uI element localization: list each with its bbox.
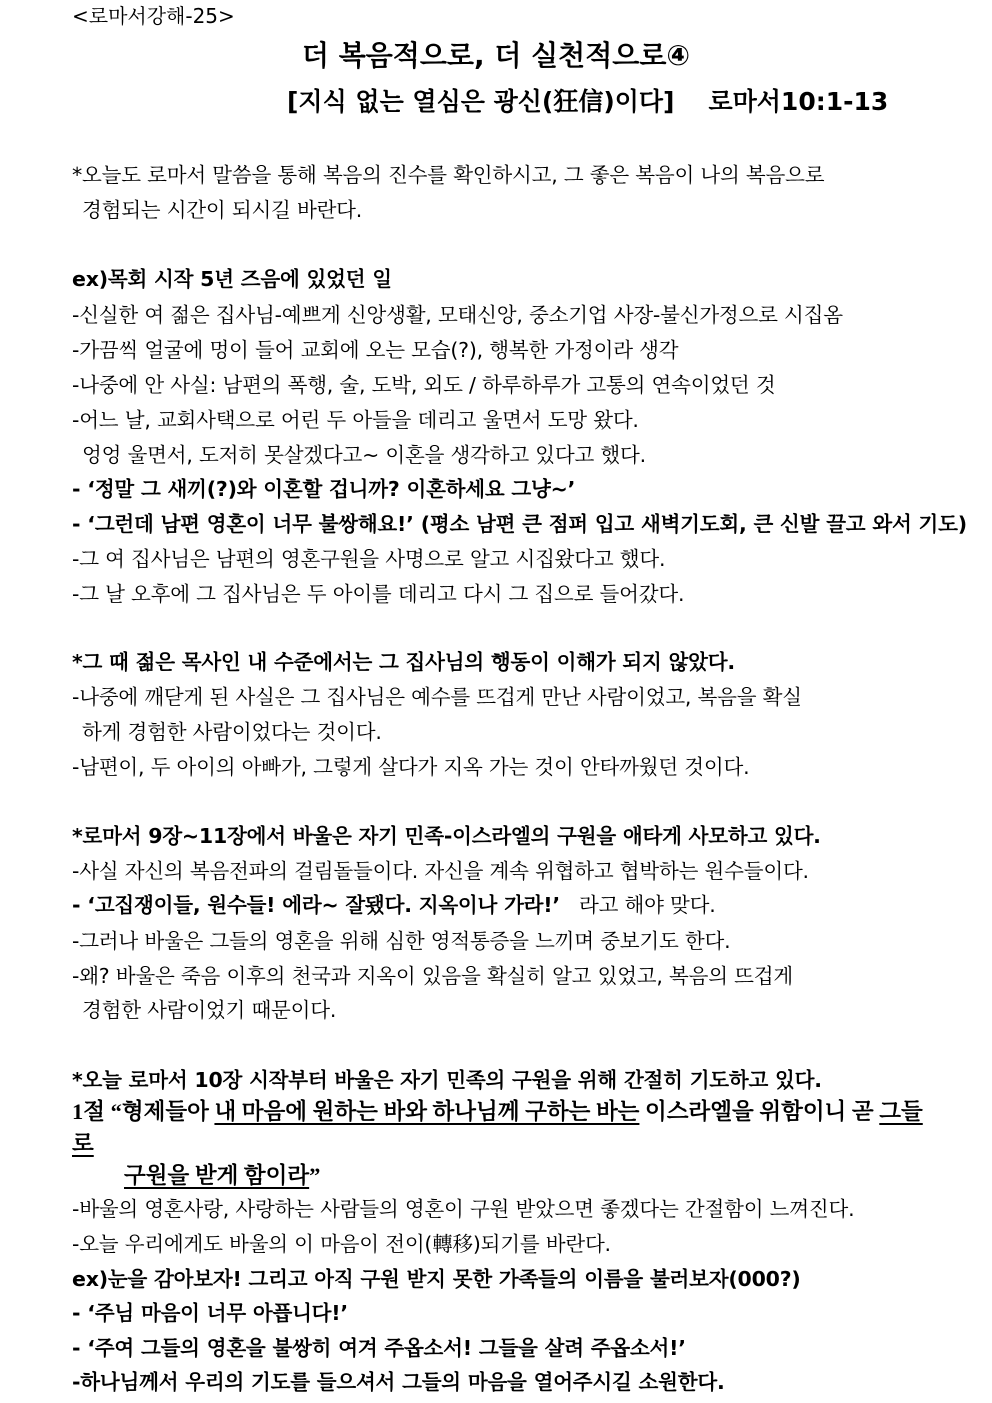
story-line-5: 엉엉 울면서, 도저히 못살겠다고~ 이혼을 생각하고 있다고 했다. bbox=[82, 443, 646, 467]
intro-line-2: 경험되는 시간이 되시길 바란다. bbox=[82, 198, 363, 222]
reflection-line-3: -남편이, 두 아이의 아빠가, 그렇게 살다가 지옥 가는 것이 안타까웠던 것이다. bbox=[72, 755, 750, 779]
today-line-1: -바울의 영혼사랑, 사랑하는 사람들의 영혼이 구원 받았으면 좋겠다는 간절함이 느껴진다. bbox=[72, 1197, 855, 1221]
verse-part-a: 1절 “형제들아 bbox=[72, 1099, 215, 1124]
story-line-3: -나중에 안 사실: 남편의 폭행, 술, 도박, 외도 / 하루하루가 고통의 연속이었던 것 bbox=[72, 373, 776, 397]
verse-part-c: 이스라엘을 위함이니 곧 bbox=[639, 1099, 880, 1124]
reflection-line-1: -나중에 깨닫게 된 사실은 그 집사님은 예수를 뜨겁게 만난 사람이었고, 복음을 확실 bbox=[72, 685, 802, 709]
story-line-6: - ‘정말 그 새끼(?)와 이혼할 겁니까? 이혼하세요 그냥~’ bbox=[72, 477, 576, 501]
paul-quote-rest: 라고 해야 맞다. bbox=[578, 893, 716, 917]
page-title: 더 복음적으로, 더 실천적으로④ bbox=[301, 39, 691, 72]
paul-heading: *로마서 9장~11장에서 바울은 자기 민족-이스라엘의 구원을 애타게 사모하고 있다. bbox=[72, 824, 821, 848]
today-heading: *오늘 로마서 10장 시작부터 바울은 자기 민족의 구원을 위해 간절히 기도하고 있다. bbox=[72, 1068, 822, 1092]
story-line-1: -신실한 여 젊은 집사님-예쁘게 신앙생활, 모태신앙, 중소기업 사장-불신가정으로 시집옴 bbox=[72, 303, 843, 327]
intro-line-1: *오늘도 로마서 말씀을 통해 복음의 진수를 확인하시고, 그 좋은 복음이 나의 복음으로 bbox=[72, 163, 825, 187]
subtitle-line bbox=[287, 86, 888, 118]
verse-part-b: 내 마음에 원하는 바와 하나님께 구하는 바는 bbox=[214, 1099, 640, 1124]
story-line-7: - ‘그런데 남편 영혼이 너무 불쌍해요!’ (평소 남편 큰 점퍼 입고 새벽기도회, 큰 신발 끌고 와서 기도) bbox=[72, 512, 967, 536]
paul-line-4: -왜? 바울은 죽음 이후의 천국과 지옥이 있음을 확실히 알고 있었고, 복음의 뜨겁게 bbox=[72, 964, 793, 988]
story-line-2: -가끔씩 얼굴에 멍이 들어 교회에 오는 모습(?), 행복한 가정이라 생각 bbox=[72, 338, 679, 362]
today-line-3: ex)눈을 감아보자! 그리고 아직 구원 받지 못한 가족들의 이름을 불러보자(000?) bbox=[72, 1267, 801, 1291]
reflection-line-2: 하게 경험한 사람이었다는 것이다. bbox=[82, 720, 382, 744]
verse-line-2 bbox=[72, 1160, 932, 1192]
paul-quote: - ‘고집쟁이들, 원수들! 에라~ 잘됐다. 지옥이나 가라!’ bbox=[72, 893, 561, 917]
verse-quote bbox=[72, 1096, 932, 1192]
paul-line-3: -그러나 바울은 그들의 영혼을 위해 심한 영적통증을 느끼며 중보기도 한다. bbox=[72, 929, 731, 953]
scripture-reference: 로마서10:1-13 bbox=[708, 87, 889, 116]
reflection-heading: *그 때 젊은 목사인 내 수준에서는 그 집사님의 행동이 이해가 되지 않았다. bbox=[72, 650, 735, 674]
today-line-6: -하나님께서 우리의 기도를 들으셔서 그들의 마음을 열어주시길 소원한다. bbox=[72, 1370, 725, 1394]
today-line-2: -오늘 우리에게도 바울의 이 마음이 전이(轉移)되기를 바란다. bbox=[72, 1232, 611, 1256]
today-line-4: - ‘주님 마음이 너무 아픕니다!’ bbox=[72, 1301, 349, 1325]
today-line-5: - ‘주여 그들의 영혼을 불쌍히 여겨 주옵소서! 그들을 살려 주옵소서!’ bbox=[72, 1336, 686, 1360]
verse-part-d: 그들로 bbox=[72, 1099, 923, 1156]
verse-part-f: ” bbox=[309, 1163, 321, 1188]
verse-part-e: 구원을 받게 함이라 bbox=[124, 1163, 310, 1188]
subtitle: [지식 없는 열심은 광신(狂信)이다] bbox=[287, 87, 675, 116]
story-line-8: -그 여 집사님은 남편의 영혼구원을 사명으로 알고 시집왔다고 했다. bbox=[72, 547, 666, 571]
story-heading: ex)목회 시작 5년 즈음에 있었던 일 bbox=[72, 267, 392, 291]
paul-line-2 bbox=[72, 891, 932, 919]
series-label: <로마서강해-25> bbox=[72, 4, 235, 28]
paul-line-5: 경험한 사람이었기 때문이다. bbox=[82, 998, 337, 1022]
paul-line-1: -사실 자신의 복음전파의 걸림돌들이다. 자신을 계속 위협하고 협박하는 원수들이다. bbox=[72, 859, 809, 883]
story-line-4: -어느 날, 교회사택으로 어린 두 아들을 데리고 울면서 도망 왔다. bbox=[72, 408, 639, 432]
story-line-9: -그 날 오후에 그 집사님은 두 아이를 데리고 다시 그 집으로 들어갔다. bbox=[72, 582, 685, 606]
